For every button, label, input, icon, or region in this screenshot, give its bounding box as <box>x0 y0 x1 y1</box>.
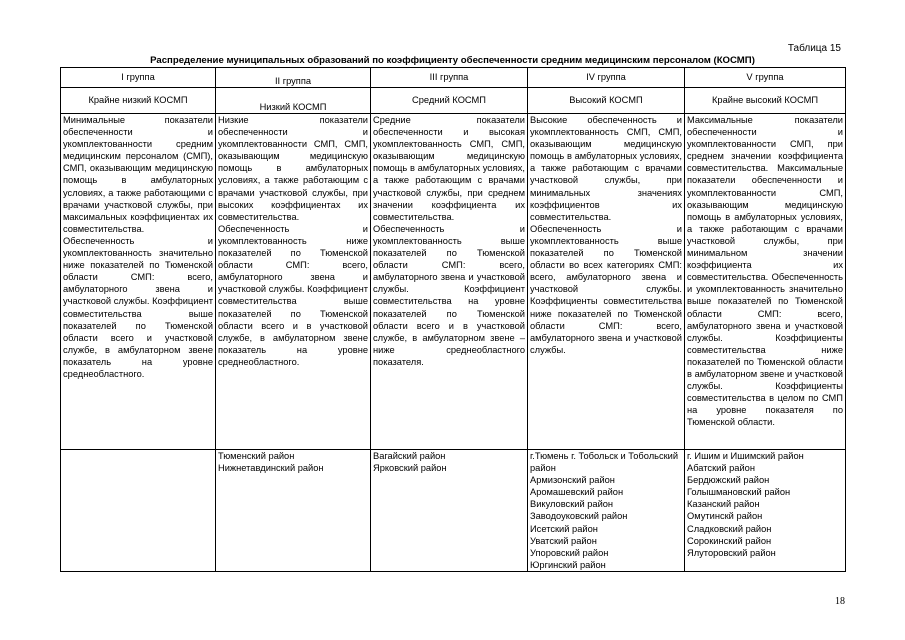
district-list <box>61 450 216 572</box>
group-header: I группа <box>61 68 216 88</box>
table-number: Таблица 15 <box>787 43 841 54</box>
district-list <box>528 450 685 572</box>
group-header: IV группа <box>528 68 685 88</box>
district-name: Ялуторовский район <box>687 547 776 558</box>
district-name: Исетский район <box>530 523 598 534</box>
table-caption: Распределение муниципальных образований по коэффициенту обеспеченности средним медицинским персоналом (КОСМП) <box>150 55 755 66</box>
distribution-table <box>60 67 846 572</box>
district-name: Казанский район <box>687 499 760 510</box>
district-name: г. Ишим и Ишимский район <box>687 451 804 461</box>
districts-row <box>61 450 846 572</box>
group-description: Минимальные показатели обеспеченности и укомплектованности средним медицинским персоналом (СМП), СМП, оказывающим медицинскую помощь в амбулаторных условиях, а также работающими с врачами участковой службы, при максимальных коэффициентах их совместительства. Обеспеченность и укомплектованность значительно ниже показателей по Тюменской области СМП: всего, амбулаторного звена и участковой службы. Коэффициент совместительства выше показателей по Тюменской области всего и участковой службе, в амбулаторном звене показатель на уровне среднеобластного. <box>61 114 216 450</box>
level-header: Высокий КОСМП <box>528 88 685 114</box>
district-name: Сорокинский район <box>687 535 772 546</box>
group-header: V группа <box>685 68 846 88</box>
group-description: Высокие обеспеченность и укомплектованность СМП, СМП, оказывающим медицинскую помощь в амбулаторных условиях, а также работающим с врачами участковой службы, при минимальных значениях коэффициентов их совместительства. Обеспеченность и укомплектованность выше показателей по Тюменской области во всех категориях СМП: всего, амбулаторного звена и участковой службы. Коэффициенты совместительства ниже показателей по Тюменской области СМП: всего, амбулаторного звена и участковой службы. <box>528 114 685 450</box>
level-header-row <box>61 88 846 114</box>
group-description: Низкие показатели обеспеченности и укомплектованности СМП, СМП, оказывающим медицинскую помощь в амбулаторных условиях, а также работающим с врачами участковой службы, при высоких коэффициентах их совместительства. Обеспеченность и укомплектованность ниже показателей по Тюменской области СМП: всего, амбулаторного звена и участковой службы. Коэффициент совместительства выше показателей по Тюменской области всего и в участковой службе, в амбулаторном звене показатель на уровне среднеобластного. <box>216 114 371 450</box>
group-header-row <box>61 68 846 88</box>
district-name: Голышмановский район <box>687 487 791 498</box>
group-description: Средние показатели обеспеченности и высокая укомплектованность СМП, СМП, оказывающим медицинскую помощь в амбулаторных условиях, а также работающим с врачами участковой службы, при среднем значении коэффициента их совместительства. Обеспеченность и укомплектованность выше показателей по Тюменской области СМП: всего, амбулаторного звена и участковой службы. Коэффициент совместительства на уровне показателей по Тюменской области всего и в участковой службе, в амбулаторном звене – ниже среднеобластного показателя. <box>371 114 528 450</box>
district-name: Упоровский район <box>530 547 609 558</box>
district-name: Тюменский район <box>218 451 295 461</box>
level-header: Крайне низкий КОСМП <box>61 88 216 114</box>
district-name: Уватский район <box>530 535 597 546</box>
district-name: Юргинский район <box>530 559 606 570</box>
district-list <box>371 450 528 572</box>
district-name: Заводоуковский район <box>530 511 628 522</box>
district-name: Бердюжский район <box>687 475 770 486</box>
district-name: Абатский район <box>687 463 755 474</box>
district-list <box>685 450 846 572</box>
district-name: Вагайский район <box>373 451 446 461</box>
page-number: 18 <box>835 596 845 607</box>
group-header: III группа <box>371 68 528 88</box>
group-description: Максимальные показатели обеспеченности и укомплектованности СМП, при среднем значении коэффициента совместительства. Максимальные показатели обеспеченности и укомплектованности СМП, оказывающим медицинскую помощь в амбулаторных условиях, а также работающим с врачами участковой службы, при минимальном значении коэффициента их совместительства. Обеспеченность и укомплектованность значительно выше показателей по Тюменской области СМП: всего, амбулаторного звена и участковой службы. Коэффициенты совместительства ниже показателей по Тюменской области в амбулаторном звене и участковой службы. Коэффициенты совместительства в целом по СМП на уровне показателя по Тюменской области. <box>685 114 846 450</box>
district-name: Аромашевский район <box>530 487 624 498</box>
district-name: Сладковский район <box>687 523 772 534</box>
level-header: Низкий КОСМП <box>216 88 371 114</box>
district-name: Армизонский район <box>530 475 615 486</box>
district-name: Омутинскй район <box>687 511 763 522</box>
district-name: г.Тюмень г. Тобольск и Тобольский район <box>530 451 679 474</box>
description-row <box>61 114 846 450</box>
level-header: Крайне высокий КОСМП <box>685 88 846 114</box>
district-name: Нижнетавдинский район <box>218 463 324 474</box>
district-name: Викуловский район <box>530 499 614 510</box>
district-list <box>216 450 371 572</box>
group-header: II группа <box>216 68 371 88</box>
level-header: Средний КОСМП <box>371 88 528 114</box>
district-name: Ярковский район <box>373 463 447 474</box>
